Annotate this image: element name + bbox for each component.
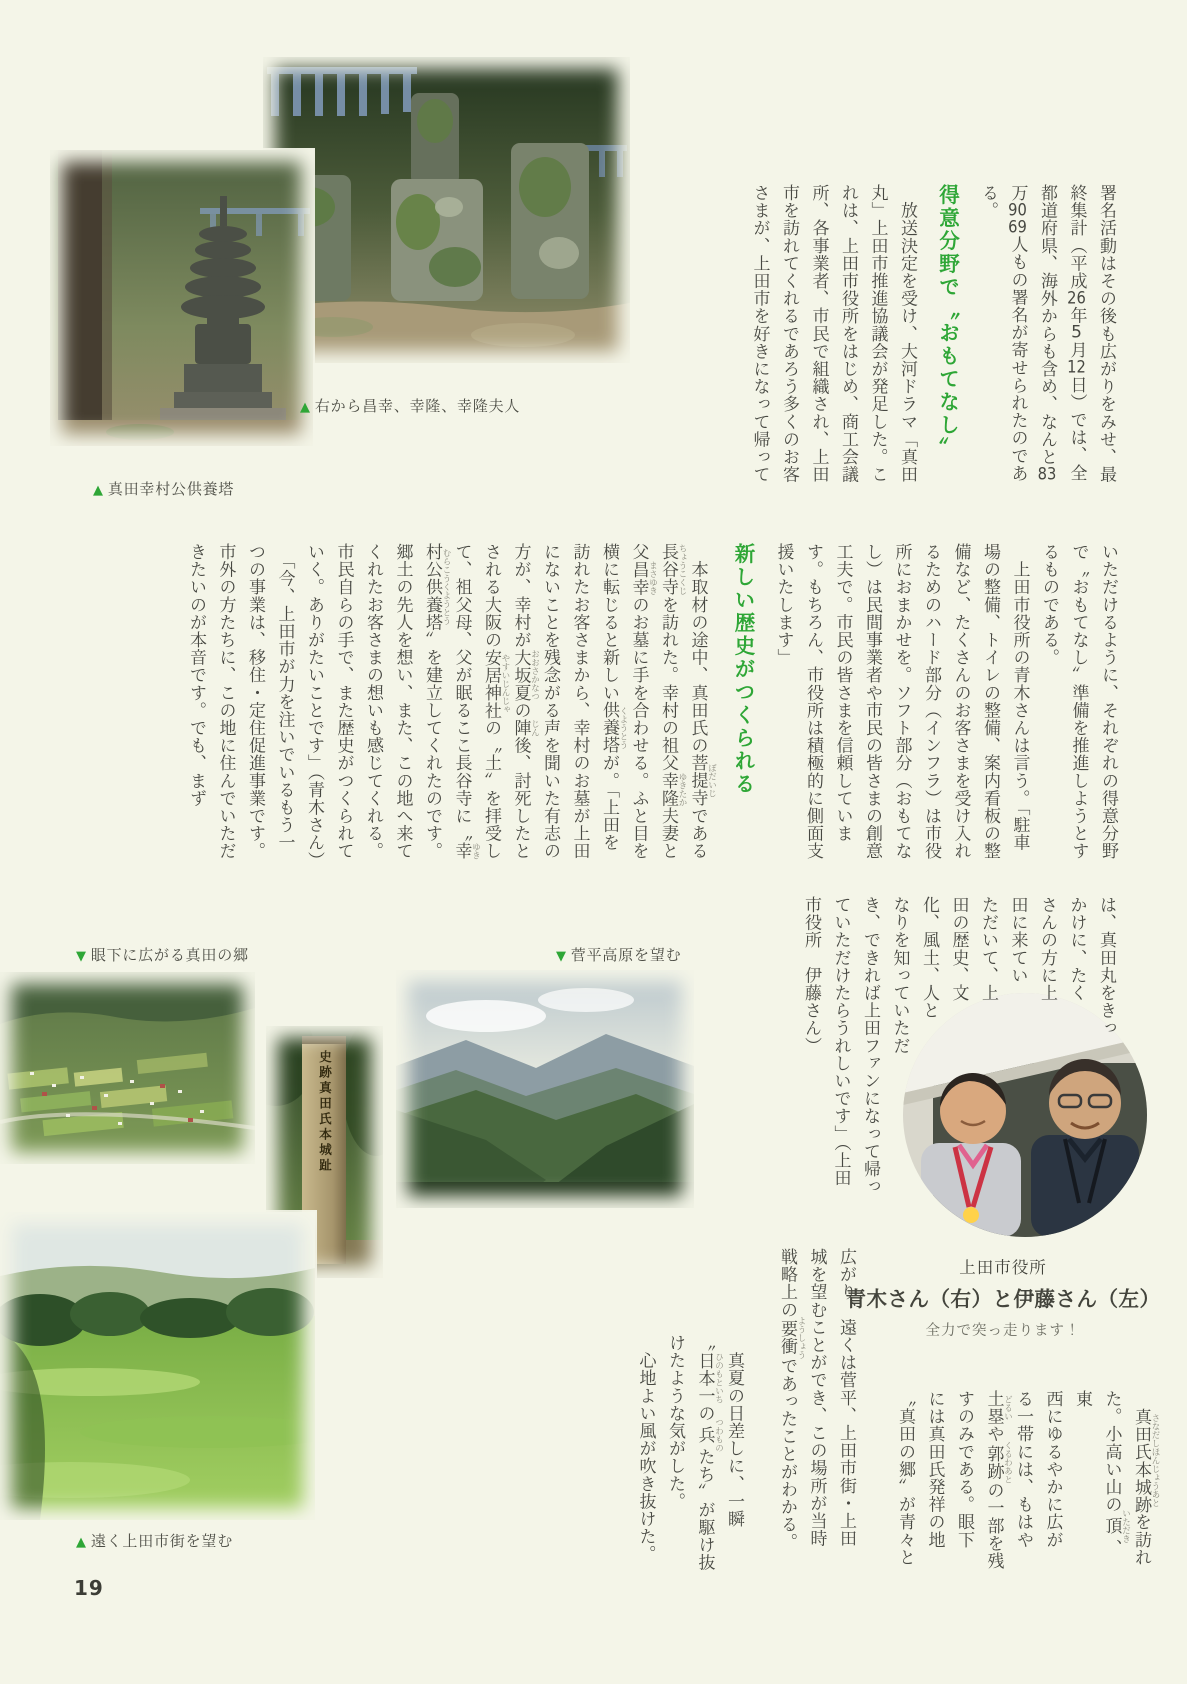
sign-post-text: 史跡真田氏本城趾 <box>317 1050 333 1174</box>
caption-graves-text: 右から昌幸、幸隆、幸隆夫人 <box>314 397 521 415</box>
castle-text-block-1 <box>895 1390 1160 1572</box>
main-paragraph-1: いただけるように、それぞれの得意分野で〝おもてなし〟準備を推進しようとするものである。 <box>1039 543 1118 860</box>
photo-mountain-vista <box>396 970 694 1208</box>
mountain-vista-illustration <box>396 970 694 1208</box>
caption-meadow-text: 遠く上田市街を望む <box>90 1532 234 1550</box>
caption-meadow <box>76 1530 233 1551</box>
photo-meadow <box>0 1212 315 1520</box>
castle-columns-2: 広がり、遠くは菅平、上田市街・上田 城を望むことができ、この場所が当時 戦略上の要衝 ようしょうであったことがわかる。 <box>777 1248 856 1551</box>
intro-paragraph-1: 署名活動はその後も広がりをみせ、最終集計（平成26年5月12日）では、全都道府県、海外からも含め、なんと83万9069人もの署名が寄せられたのである。 <box>978 184 1116 484</box>
meadow-illustration <box>0 1212 315 1520</box>
triangle-down-icon: ▼ <box>556 949 567 964</box>
main-text-block <box>77 543 1122 869</box>
photo-aerial-valley <box>0 972 255 1164</box>
aerial-valley-illustration <box>0 972 255 1164</box>
page-number: 19 <box>74 1576 104 1600</box>
photo-moss-graves <box>263 57 630 363</box>
caption-vista-text: 菅平高原を望む <box>570 946 682 964</box>
intro-paragraph-2: 放送決定を受け、大河ドラマ「真田丸」上田市推進協議会が発足した。これは、上田市役所をはじめ、商工会議所、各事業者、市民で組織され、上田市を訪れてくれるであろう多くのお客さまが、上田市を好きになって帰って <box>749 184 917 484</box>
caption-vista <box>556 944 681 965</box>
staff-caption-office: 上田市役所 <box>959 1258 1047 1277</box>
ending-columns: 真夏の日差しに、一瞬 〝日本一 ひのもといちの兵 つわものたち〟が駆け抜 けたような気がした。 心地よい風が吹き抜けた。 <box>635 1334 744 1572</box>
interview-text-block <box>785 896 1120 1220</box>
main-paragraph-4: 「今、上田市が力を注いでいるもう一つの事業は、移住・定住促進事業です。市外の方たちに、この地に住んでいただきたいのが本音です。でも、まず <box>186 543 295 860</box>
caption-pagoda-text: 真田幸村公供養塔 <box>107 480 235 498</box>
staff-photo-caption <box>838 1254 1168 1340</box>
pagoda-illustration <box>50 150 313 446</box>
triangle-up-icon: ▲ <box>76 1535 87 1550</box>
caption-pagoda <box>93 478 234 499</box>
triangle-up-icon: ▲ <box>300 400 311 415</box>
caption-aerial-text: 眼下に広がる真田の郷 <box>90 946 249 964</box>
staff-caption-names: 青木さん（右）と伊藤さん（左） <box>845 1287 1161 1311</box>
main-paragraph-2: 上田市役所の青木さんは言う。「駐車場の整備、トイレの整備、案内看板の整備など、たくさんのお客さまを受け入れるためのハード部分（インフラ）は市役所におまかせを。ソフト部分（おもてなし）は民間事業者や市民の皆さまの創意工夫で。市民の皆さまを信頼しています。もちろん、市役所は積極的に側面支援いたします」 <box>773 543 1030 860</box>
main-paragraph-3: 本取材の途中、真田氏の菩提寺 ぼだいじである長谷寺 ちょうこくじを訪れた。幸村の祖父幸隆 ゆきたか夫妻と父昌幸 まさゆきのお墓に手を合わせる。ふと目を横に転じると新しい供養塔 くようとうが。「上田を訪れたお客さまから、幸村のお墓が上田にないことを残念がる声を聞いた有志の方が、幸村が大坂夏 おおさかなつの陣 じん後、討死したとされる大阪の安居神社 やすいじんじゃの〝土〟を拝受して、祖父母、父が眠るここ長谷寺に〝幸村公供養塔ゆきむらこうくようとう〟を建立してくれたのです。郷土の先人を想い、また、この地へ来てくれたお客さまの想いも感じてくれる。市民自らの手で、また歴史がつくられていく。ありがたいことです」（青木さん） <box>304 543 717 869</box>
caption-aerial <box>76 944 249 965</box>
intro-text-block <box>682 184 1120 489</box>
staff-caption-quote: 全力で突っ走ります！ <box>925 1323 1081 1339</box>
heading-new-history: 新しい歴史がつくられる <box>731 543 755 796</box>
caption-graves <box>300 395 520 416</box>
triangle-down-icon: ▼ <box>76 949 87 964</box>
ending-text-block <box>610 1334 748 1586</box>
photo-pagoda-monument <box>50 150 313 446</box>
interview-columns: は、真田丸をきっ かけに、たく さんの方に上 田に来てい ただいて、上 田の歴史、文 化、風土、人と なりを知っていただ き、できれば上田ファンになって帰っ ていただけたらうれしいです」（上田 市役所 伊藤さん） <box>801 896 1116 1196</box>
moss-graves-illustration <box>263 57 630 363</box>
castle-columns-1: 真田氏本城跡 さなだしほんじょうあとを訪れ た。小高い山の頂 いただき、東 西にゆるやかに広が る一帯には、もはや 土塁 どるいや郭跡 くるわあとの一部を残 すのみである。眼下 には真田氏発祥の地 〝真田の郷〟が青々と <box>895 1390 1160 1570</box>
triangle-up-icon: ▲ <box>93 483 104 498</box>
heading-omotenashi: 得意分野で〝おもてなし〟 <box>935 184 960 460</box>
